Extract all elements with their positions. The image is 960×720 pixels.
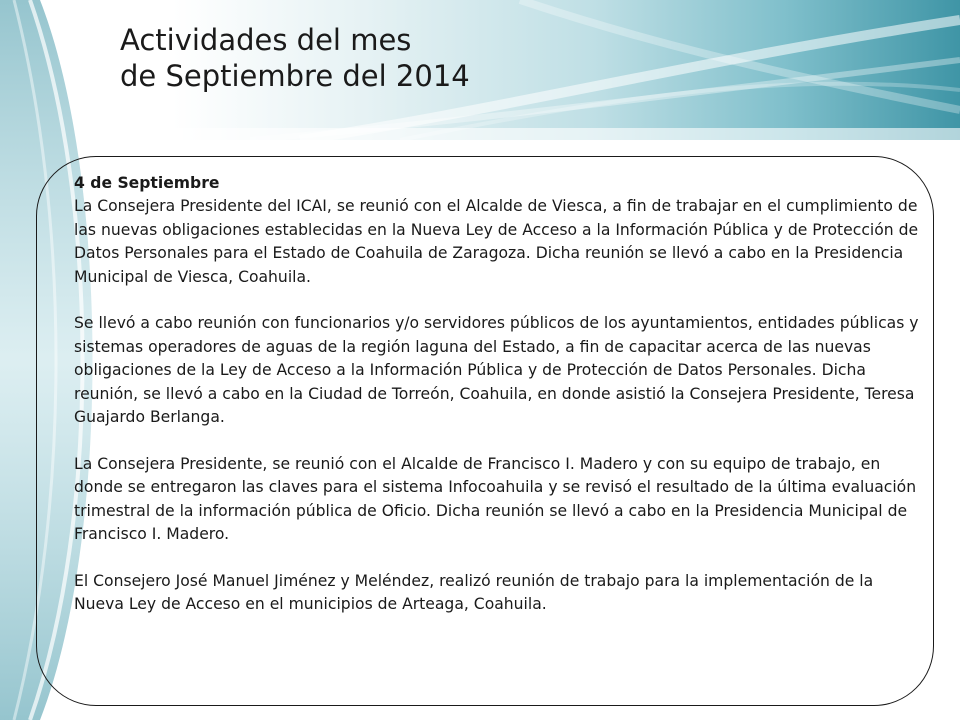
page-title bbox=[120, 22, 470, 94]
title-line-2: de Septiembre del 2014 bbox=[120, 59, 470, 93]
activities-text bbox=[74, 172, 919, 617]
paragraph-4: El Consejero José Manuel Jiménez y Meléndez, realizó reunión de trabajo para la implementación de la Nueva Ley de Acceso en el municipios de Arteaga, Coahuila. bbox=[74, 571, 874, 614]
date-heading: 4 de Septiembre bbox=[74, 174, 220, 192]
paragraph-1-text: La Consejera Presidente del ICAI, se reunió con el Alcalde de Viesca, a fin de trabajar en el cumplimiento de las nuevas obligaciones establecidas en la Nueva Ley de Acceso a la Información Pública y de Protección de Datos Personales para el Estado de Coahuila de Zaragoza. Dicha reunión se llevó a cabo en la Presidencia Municipal de Viesca, Coahuila. bbox=[74, 197, 919, 286]
paragraph-1 bbox=[74, 172, 919, 289]
paragraph-2: Se llevó a cabo reunión con funcionarios y/o servidores públicos de los ayuntamientos, entidades públicas y sistemas operadores de aguas de la región laguna del Estado, a fin de capacitar acerca de las nuevas obligaciones de la Ley de Acceso a la Información Pública y de Protección de Datos Personales. Dicha reunión, se llevó a cabo en la Ciudad de Torreón, Coahuila, en donde asistió la Consejera Presidente, Teresa Guajardo Berlanga. bbox=[74, 314, 919, 427]
paragraph-3: La Consejera Presidente, se reunió con el Alcalde de Francisco I. Madero y con su equipo de trabajo, en donde se entregaron las claves para el sistema Infocoahuila y se revisó el resultado de la última evaluación trimestral de la información pública de Oficio. Dicha reunión se llevó a cabo en la Presidencia Municipal de Francisco I. Madero. bbox=[74, 454, 917, 544]
title-line-1: Actividades del mes bbox=[120, 23, 412, 57]
